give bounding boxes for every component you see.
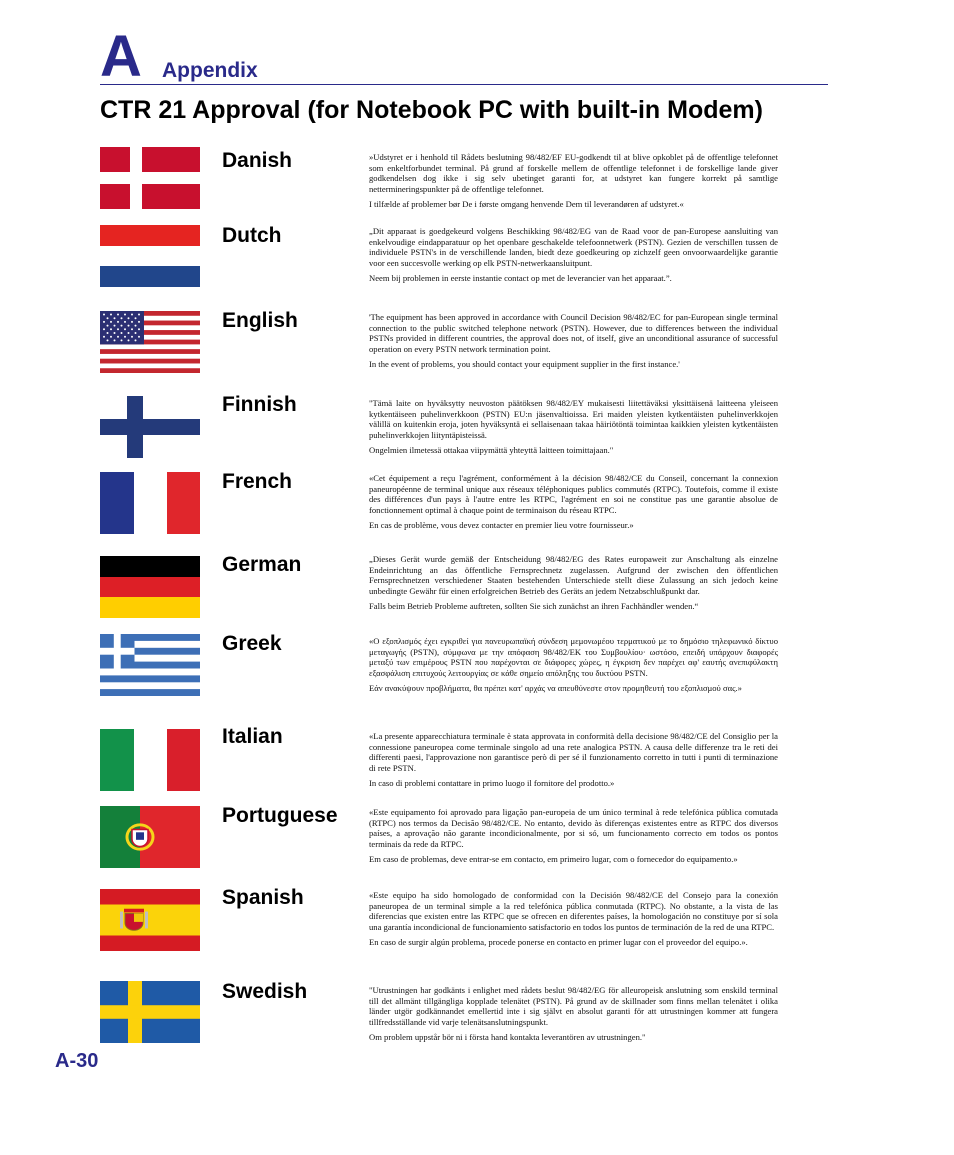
section-title: Appendix (162, 59, 258, 82)
greece-flag (100, 634, 200, 696)
statement-portuguese (369, 807, 778, 870)
language-name-spanish: Spanish (222, 886, 304, 909)
statement-paragraph: In caso di problemi contattare in primo luogo il fornitore del prodotto.» (369, 778, 615, 788)
language-name-finnish: Finnish (222, 393, 297, 416)
statement-paragraph: «Ο εξοπλισμός έχει εγκριθεί για πανευρωπαϊκή σύνδεση μεμονωμέου τερματικού με το δημόσιο τηλεφωνικό δίκτυο μεταγωγής (PSTN), σύμφωνα με την απόφαση 98/482/ΕΚ του Συμβουλίου· ωστόσο, επειδή υπάρχουν διαφορές μεταξύ των επιμέρους PSTN που παρέχονται σε διάφορες χώρες, η έγκριση δεν παρέχει αφ' εαυτής ανεπιφύλακτη εξασφάλιση επιτυχούς λειτουργίας σε κάθε σημείο απόληξης του δικτύου PSTN. (369, 636, 778, 678)
usa-flag (100, 311, 200, 373)
language-name-portuguese: Portuguese (222, 804, 338, 827)
statement-paragraph: "Utrustningen har godkänts i enlighet med rådets beslut 98/482/EG för alleuropeisk anslutning som enskild terminal till det allmänt tillgängliga kopplade telenätet (PSTN). På grund av de skillnader som finns mellan telenätet i olika länder utgör godkännandet emellertid inte i sig självt en absolut garanti för att utrustningen kommer att fungera tillfredsställande vid varje telenätsanslutningspunkt. (369, 985, 778, 1027)
statement-italian (369, 731, 778, 794)
statement-paragraph: «Este equipo ha sido homologado de conformidad con la Decisión 98/482/CE del Consejo para la conexión paneuropea de un terminal simple a la red telefónica pública conmutada (RTPC). No obstante, a la vista de las diferencias que existen entre las RTPC que se ofrecen en diferentes países, la homologación no constituye por sí sola una garantía incondicional de funcionamiento satisfactorio en todos los puntos de terminación de la red de una RTPC. (369, 890, 778, 932)
language-name-greek: Greek (222, 632, 282, 655)
page-title: CTR 21 Approval (for Notebook PC with built-in Modem) (100, 96, 763, 124)
portugal-flag (100, 806, 200, 868)
france-flag (100, 472, 200, 534)
language-name-english: English (222, 309, 298, 332)
language-name-swedish: Swedish (222, 980, 308, 1003)
statement-finnish (369, 398, 778, 461)
statement-swedish (369, 985, 778, 1048)
statement-paragraph: »Udstyret er i henhold til Rådets beslutning 98/482/EF EU-godkendt til at blive opkoblet på de offentlige telefonnet som enkeltforbundet terminal. På grund af forskelle mellem de offentlige telefonnet i de forskellige lande giver godkendelsen dog ikke i sig selv ubetinget garanti for, at udstyret kan fungere korrekt på samtlige nettermineringspunkter på de offentlige telefonnet. (369, 152, 778, 194)
language-name-french: French (222, 470, 293, 493)
statement-greek (369, 636, 778, 699)
statement-paragraph: «Cet équipement a reçu l'agrément, conformément à la décision 98/482/CE du Conseil, concernant la connexion paneuropéenne de terminal unique aux réseaux téléphoniques publics commutés (RTPC). Toutefois, comme il existe des différences d'un pays à l'autre entre les RTPC, l'agrément en soi ne constitue pas une garantie absolue de fonctionnement optimal à chaque point de terminaison du réseau RTPC. (369, 473, 778, 515)
statement-paragraph: I tilfælde af problemer bør De i første omgang henvende Dem til leverandøren af udstyret.« (369, 199, 684, 209)
statement-paragraph: Falls beim Betrieb Probleme auftreten, sollten Sie sich zunächst an ihren Fachhändler wenden.“ (369, 601, 699, 611)
statement-german (369, 554, 778, 617)
sweden-flag (100, 981, 200, 1043)
header-divider (100, 84, 828, 85)
spain-flag (100, 889, 200, 951)
statement-paragraph: Ongelmien ilmetessä ottakaa viipymättä yhteyttä laitteen toimittajaan." (369, 445, 614, 455)
statement-dutch (369, 226, 778, 289)
language-name-german: German (222, 553, 302, 576)
statement-paragraph: In the event of problems, you should contact your equipment supplier in the first instance.' (369, 359, 680, 369)
netherlands-flag (100, 225, 200, 287)
language-name-dutch: Dutch (222, 224, 282, 247)
page-number: A-30 (55, 1050, 99, 1072)
statement-paragraph: Em caso de problemas, deve entrar-se em contacto, em primeiro lugar, com o fornecedor do equipamento.» (369, 854, 738, 864)
language-name-italian: Italian (222, 725, 283, 748)
language-name-danish: Danish (222, 149, 293, 172)
statement-paragraph: „Dit apparaat is goedgekeurd volgens Beschikking 98/482/EG van de Raad voor de pan-Europese aansluiting van enkelvoudige eindapparatuur op het openbare geschakelde telefoonnetwerk (PSTN). Gezien de verschillen tussen de individuele PSTN's in de verschillende landen, biedt deze goedkeuring op zichzelf geen onvoorwaardelijke garantie voor een succesvolle werking op elk PSTN-netwerkaansluitpunt. (369, 226, 778, 268)
statement-paragraph: „Dieses Gerät wurde gemäß der Entscheidung 98/482/EG des Rates europaweit zur Anschaltung als einzelne Endeinrichtung an das öffentliche Fernsprechnetz zugelassen. Aufgrund der zwischen den öffentlichen Fernsprechnetzen verschiedener Staaten bestehenden Unterschiede stellt diese Zulassung an sich jedoch keine unbedingte Gewähr für einen erfolgreichen Betrieb des Geräts an jedem Netzabschlußpunkt dar. (369, 554, 778, 596)
statement-danish (369, 152, 778, 215)
italy-flag (100, 729, 200, 791)
germany-flag (100, 556, 200, 618)
statement-french (369, 473, 778, 536)
denmark-flag (100, 147, 200, 209)
statement-paragraph: "Tämä laite on hyväksytty neuvoston päätöksen 98/482/EY mukaisesti liitettäväksi yksittäisenä laitteena yleiseen kytkentäiseen puhelinverkkoon (PSTN) EU:n jäsenvaltioissa. Eri maiden yleisten kytkentäisten puhelinverkkojen välillä on kuitenkin eroja, joten hyväksyntä ei sellaisenaan takaa häiriötöntä toimintaa kaikkien yleisten kytkentäisten puhelinverkkojen liityntäpisteissä. (369, 398, 778, 440)
statement-paragraph: Εάν ανακύψουν προβλήματα, θα πρέπει κατ' αρχάς να απευθύνεστε στον προμηθευτή του εξοπλισμού σας.» (369, 683, 742, 693)
finland-flag (100, 396, 200, 458)
statement-paragraph: En cas de problème, vous devez contacter en premier lieu votre fournisseur.» (369, 520, 634, 530)
appendix-letter: A (100, 24, 142, 89)
statement-paragraph: «La presente apparecchiatura terminale è stata approvata in conformità della decisione 98/482/CE del Consiglio per la connessione paneuropea come terminale singolo ad una rete analogica PSTN. A causa delle differenze tra le reti dei differenti paesi, l'approvazione non garantisce però di per sé il funzionamento corretto in tutti i punti di terminazione di rete PSTN. (369, 731, 778, 773)
statement-paragraph: 'The equipment has been approved in accordance with Council Decision 98/482/EC for pan-European single terminal connection to the public switched telephone network (PSTN). However, due to differences between the individual PSTNs provided in different countries, the approval does not, of itself, give an unconditional assurance of successful operation on every PSTN network termination point. (369, 312, 778, 354)
statement-paragraph: Neem bij problemen in eerste instantie contact op met de leverancier van het apparaat.”. (369, 273, 672, 283)
statement-paragraph: «Este equipamento foi aprovado para ligação pan-europeia de um único terminal à rede telefónica pública comutada (RTPC) nos termos da Decisão 98/482/CE. No entanto, devido às diferenças existentes entre as RTPC dos diversos países, a aprovação não garante incondicionalmente, por si só, um funcionamento correcto em todos os pontos terminais da rede da RTPC. (369, 807, 778, 849)
statement-paragraph: En caso de surgir algún problema, procede ponerse en contacto en primer lugar con el proveedor del equipo.». (369, 937, 748, 947)
statement-paragraph: Om problem uppstår bör ni i första hand kontakta leverantören av utrustningen." (369, 1032, 646, 1042)
statement-english (369, 312, 778, 375)
statement-spanish (369, 890, 778, 953)
